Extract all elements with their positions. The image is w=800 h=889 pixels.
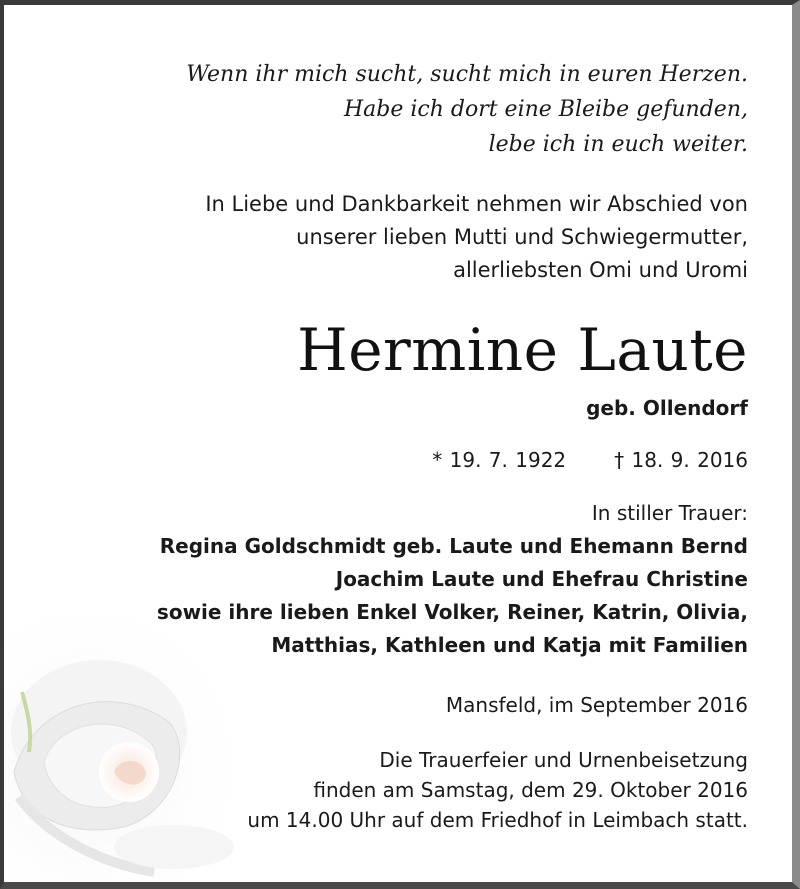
funeral-line: um 14.00 Uhr auf dem Friedhof in Leimbach statt. xyxy=(247,808,748,832)
mourner-line: sowie ihre lieben Enkel Volker, Reiner, Katrin, Olivia, xyxy=(156,600,748,624)
mourner-line: Joachim Laute und Ehefrau Christine xyxy=(335,567,748,591)
maiden-name: geb. Ollendorf xyxy=(586,396,748,420)
farewell-intro xyxy=(48,188,748,287)
funeral-info xyxy=(48,745,748,835)
poem-line: Wenn ihr mich sucht, sucht mich in euren Herzen. xyxy=(186,62,748,87)
place-and-date: Mansfeld, im September 2016 xyxy=(445,693,748,717)
mourning-heading: In stiller Trauer: xyxy=(591,501,748,525)
mourner-line: Regina Goldschmidt geb. Laute und Ehemann Bernd xyxy=(159,534,748,558)
intro-line: unserer lieben Mutti und Schwiegermutter, xyxy=(296,225,748,249)
poem-line: Habe ich dort eine Bleibe gefunden, xyxy=(343,97,748,122)
intro-line: In Liebe und Dankbarkeit nehmen wir Abschied von xyxy=(205,192,748,216)
death-date: † 18. 9. 2016 xyxy=(614,448,748,472)
life-dates xyxy=(432,448,748,472)
poem-line: lebe ich in euch weiter. xyxy=(488,132,748,157)
memorial-poem xyxy=(48,57,748,162)
mourner-line: Matthias, Kathleen und Katja mit Familien xyxy=(271,633,748,657)
deceased-name: Hermine Laute xyxy=(297,316,748,384)
birth-date: * 19. 7. 1922 xyxy=(432,448,567,472)
funeral-line: finden am Samstag, dem 29. Oktober 2016 xyxy=(313,778,748,802)
mourners-section xyxy=(8,497,748,662)
intro-line: allerliebsten Omi und Uromi xyxy=(453,258,748,282)
funeral-line: Die Trauerfeier und Urnenbeisetzung xyxy=(379,748,748,772)
